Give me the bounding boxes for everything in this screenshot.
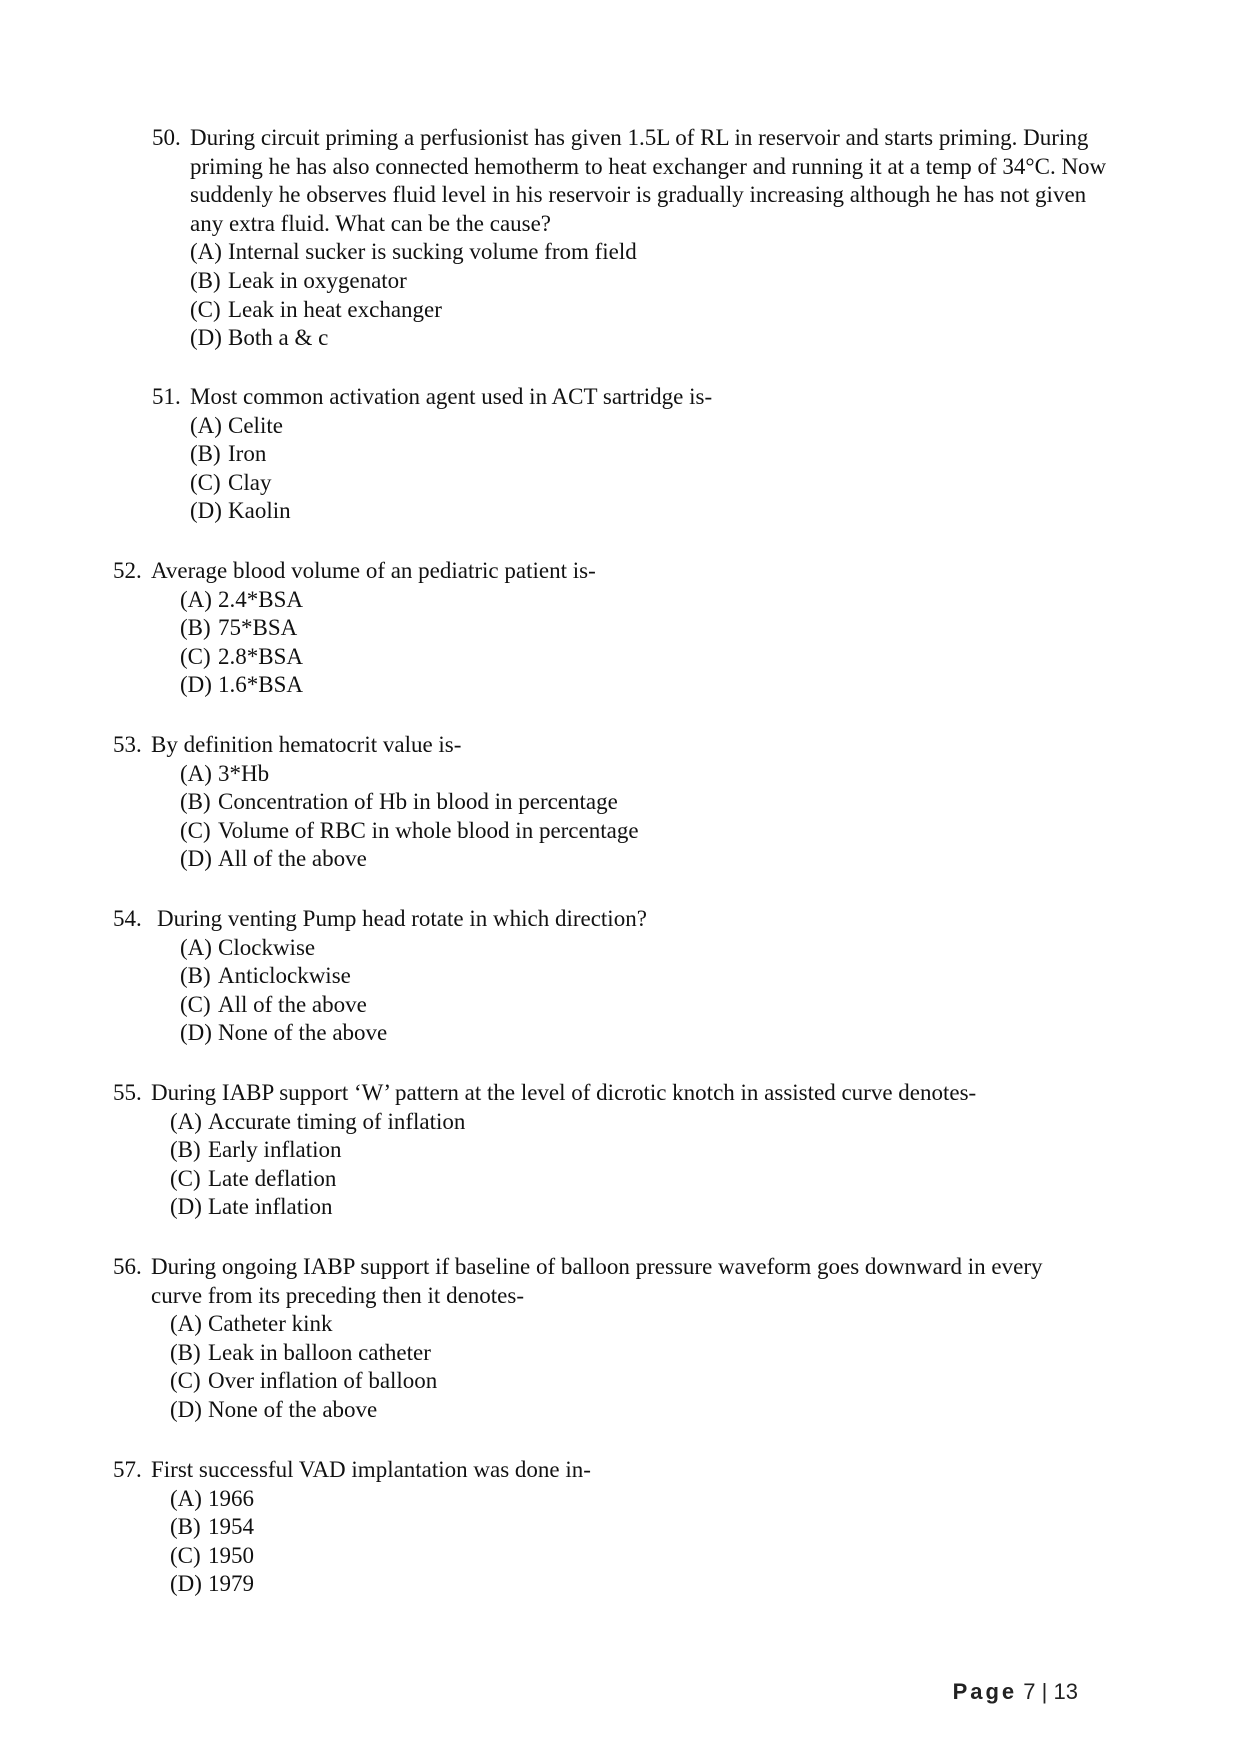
option-text: Late inflation bbox=[208, 1194, 333, 1220]
option-text: Leak in balloon catheter bbox=[208, 1339, 431, 1365]
option-d bbox=[180, 1019, 1013, 1048]
option-letter: (B) bbox=[190, 441, 221, 467]
option-text: Internal sucker is sucking volume from field bbox=[228, 239, 637, 265]
option-letter: (B) bbox=[170, 1137, 201, 1163]
option-text: None of the above bbox=[208, 1396, 378, 1422]
option-text: 1950 bbox=[208, 1542, 254, 1568]
option-text: 75*BSA bbox=[218, 615, 298, 641]
option-a bbox=[190, 412, 1052, 441]
option-b bbox=[180, 614, 1013, 643]
option-letter: (D) bbox=[170, 1571, 202, 1597]
option-text: Over inflation of balloon bbox=[208, 1368, 438, 1394]
question-50 bbox=[152, 124, 1112, 353]
option-text: Clay bbox=[228, 469, 272, 495]
option-letter: (C) bbox=[190, 469, 221, 495]
option-text: All of the above bbox=[218, 846, 367, 872]
option-a bbox=[180, 934, 1013, 963]
option-c bbox=[180, 991, 1013, 1020]
page-separator: | bbox=[1041, 1679, 1048, 1704]
option-letter: (B) bbox=[180, 963, 211, 989]
option-text: 2.4*BSA bbox=[218, 586, 303, 612]
option-a bbox=[170, 1485, 1013, 1514]
question-stem: During IABP support ‘W’ pattern at the level of dicrotic knotch in assisted curve denotes- bbox=[151, 1080, 977, 1105]
option-letter: (C) bbox=[170, 1542, 201, 1568]
option-a bbox=[170, 1108, 1113, 1137]
option-letter: (A) bbox=[170, 1311, 202, 1337]
option-list bbox=[190, 412, 1052, 526]
option-text: All of the above bbox=[218, 991, 367, 1017]
option-b bbox=[170, 1513, 1013, 1542]
option-text: 3*Hb bbox=[218, 760, 270, 786]
question-number: 53. bbox=[113, 732, 142, 757]
option-letter: (A) bbox=[180, 586, 212, 612]
option-letter: (C) bbox=[170, 1165, 201, 1191]
option-letter: (C) bbox=[180, 991, 211, 1017]
option-text: 1966 bbox=[208, 1485, 254, 1511]
option-a bbox=[190, 238, 1112, 267]
option-letter: (D) bbox=[170, 1396, 202, 1422]
option-list bbox=[170, 1310, 1073, 1424]
option-list bbox=[180, 934, 1013, 1048]
option-text: Late deflation bbox=[208, 1165, 337, 1191]
option-text: Concentration of Hb in blood in percentage bbox=[218, 789, 618, 815]
option-text: Leak in oxygenator bbox=[228, 267, 407, 293]
option-c bbox=[190, 469, 1052, 498]
option-letter: (B) bbox=[170, 1339, 201, 1365]
page-label: Page bbox=[952, 1679, 1018, 1704]
question-number: 50. bbox=[152, 125, 181, 150]
option-letter: (C) bbox=[180, 643, 211, 669]
option-text: Catheter kink bbox=[208, 1311, 333, 1337]
option-text: Leak in heat exchanger bbox=[228, 296, 442, 322]
option-letter: (B) bbox=[190, 267, 221, 293]
option-text: Kaolin bbox=[228, 498, 291, 524]
option-text: Volume of RBC in whole blood in percentage bbox=[218, 817, 639, 843]
option-d bbox=[180, 845, 1013, 874]
option-c bbox=[170, 1165, 1113, 1194]
option-list bbox=[180, 586, 1013, 700]
option-b bbox=[170, 1339, 1073, 1368]
option-letter: (A) bbox=[170, 1485, 202, 1511]
option-letter: (D) bbox=[180, 672, 212, 698]
option-text: Both a & c bbox=[228, 325, 329, 351]
option-text: Accurate timing of inflation bbox=[208, 1108, 466, 1134]
question-stem: During venting Pump head rotate in which direction? bbox=[157, 906, 647, 931]
page-current: 7 bbox=[1023, 1679, 1036, 1704]
option-text: 2.8*BSA bbox=[218, 643, 303, 669]
option-letter: (A) bbox=[190, 412, 222, 438]
option-list bbox=[170, 1485, 1013, 1599]
question-54 bbox=[113, 905, 1013, 1048]
option-text: 1.6*BSA bbox=[218, 672, 303, 698]
option-letter: (D) bbox=[180, 1020, 212, 1046]
option-list bbox=[190, 238, 1112, 352]
option-a bbox=[180, 760, 1013, 789]
option-c bbox=[170, 1367, 1073, 1396]
option-d bbox=[170, 1396, 1073, 1425]
question-56 bbox=[113, 1253, 1073, 1425]
option-text: Anticlockwise bbox=[218, 963, 351, 989]
option-letter: (D) bbox=[190, 498, 222, 524]
option-d bbox=[180, 671, 1013, 700]
question-number: 54. bbox=[113, 906, 142, 931]
question-stem: By definition hematocrit value is- bbox=[151, 732, 462, 757]
option-letter: (C) bbox=[170, 1368, 201, 1394]
option-letter: (D) bbox=[190, 325, 222, 351]
option-letter: (C) bbox=[190, 296, 221, 322]
question-stem: During circuit priming a perfusionist has given 1.5L of RL in reservoir and starts priming. During priming he has also connected hemotherm to heat exchanger and running it at a temp of 34°C. Now suddenly he observes fluid level in his reservoir is gradually increasing although he has not given any extra fluid. What can be the cause? bbox=[190, 125, 1107, 236]
option-letter: (C) bbox=[180, 817, 211, 843]
question-number: 55. bbox=[113, 1080, 142, 1105]
option-letter: (B) bbox=[180, 615, 211, 641]
option-d bbox=[190, 324, 1112, 353]
option-text: 1954 bbox=[208, 1514, 254, 1540]
option-text: Iron bbox=[228, 441, 267, 467]
option-d bbox=[170, 1193, 1113, 1222]
question-stem: Average blood volume of an pediatric patient is- bbox=[151, 558, 596, 583]
option-b bbox=[180, 788, 1013, 817]
question-52 bbox=[113, 557, 1013, 700]
question-55 bbox=[113, 1079, 1113, 1222]
question-stem: During ongoing IABP support if baseline of balloon pressure waveform goes downward in every curve from its preceding then it denotes- bbox=[151, 1254, 1043, 1308]
option-letter: (D) bbox=[170, 1194, 202, 1220]
option-b bbox=[180, 962, 1013, 991]
option-text: None of the above bbox=[218, 1020, 388, 1046]
option-letter: (A) bbox=[180, 934, 212, 960]
option-list bbox=[170, 1108, 1113, 1222]
question-number: 56. bbox=[113, 1254, 142, 1279]
option-text: Celite bbox=[228, 412, 283, 438]
option-letter: (A) bbox=[190, 239, 222, 265]
question-51 bbox=[152, 383, 1052, 526]
option-a bbox=[180, 586, 1013, 615]
question-stem: Most common activation agent used in ACT sartridge is- bbox=[190, 384, 713, 409]
question-53 bbox=[113, 731, 1013, 874]
option-c bbox=[180, 643, 1013, 672]
option-b bbox=[170, 1136, 1113, 1165]
option-text: Early inflation bbox=[208, 1137, 342, 1163]
option-d bbox=[190, 497, 1052, 526]
question-stem: First successful VAD implantation was done in- bbox=[151, 1457, 591, 1482]
option-c bbox=[190, 296, 1112, 325]
question-57 bbox=[113, 1456, 1013, 1599]
option-text: Clockwise bbox=[218, 934, 316, 960]
page-footer bbox=[953, 1679, 1078, 1705]
option-letter: (A) bbox=[180, 760, 212, 786]
question-number: 52. bbox=[113, 558, 142, 583]
option-b bbox=[190, 440, 1052, 469]
option-list bbox=[180, 760, 1013, 874]
option-b bbox=[190, 267, 1112, 296]
question-number: 57. bbox=[113, 1457, 142, 1482]
question-number: 51. bbox=[152, 384, 181, 409]
option-letter: (D) bbox=[180, 846, 212, 872]
option-letter: (B) bbox=[180, 789, 211, 815]
option-c bbox=[180, 817, 1013, 846]
option-text: 1979 bbox=[208, 1571, 254, 1597]
page-total: 13 bbox=[1053, 1679, 1078, 1704]
option-letter: (B) bbox=[170, 1514, 201, 1540]
option-a bbox=[170, 1310, 1073, 1339]
option-d bbox=[170, 1570, 1013, 1599]
option-letter: (A) bbox=[170, 1108, 202, 1134]
option-c bbox=[170, 1542, 1013, 1571]
